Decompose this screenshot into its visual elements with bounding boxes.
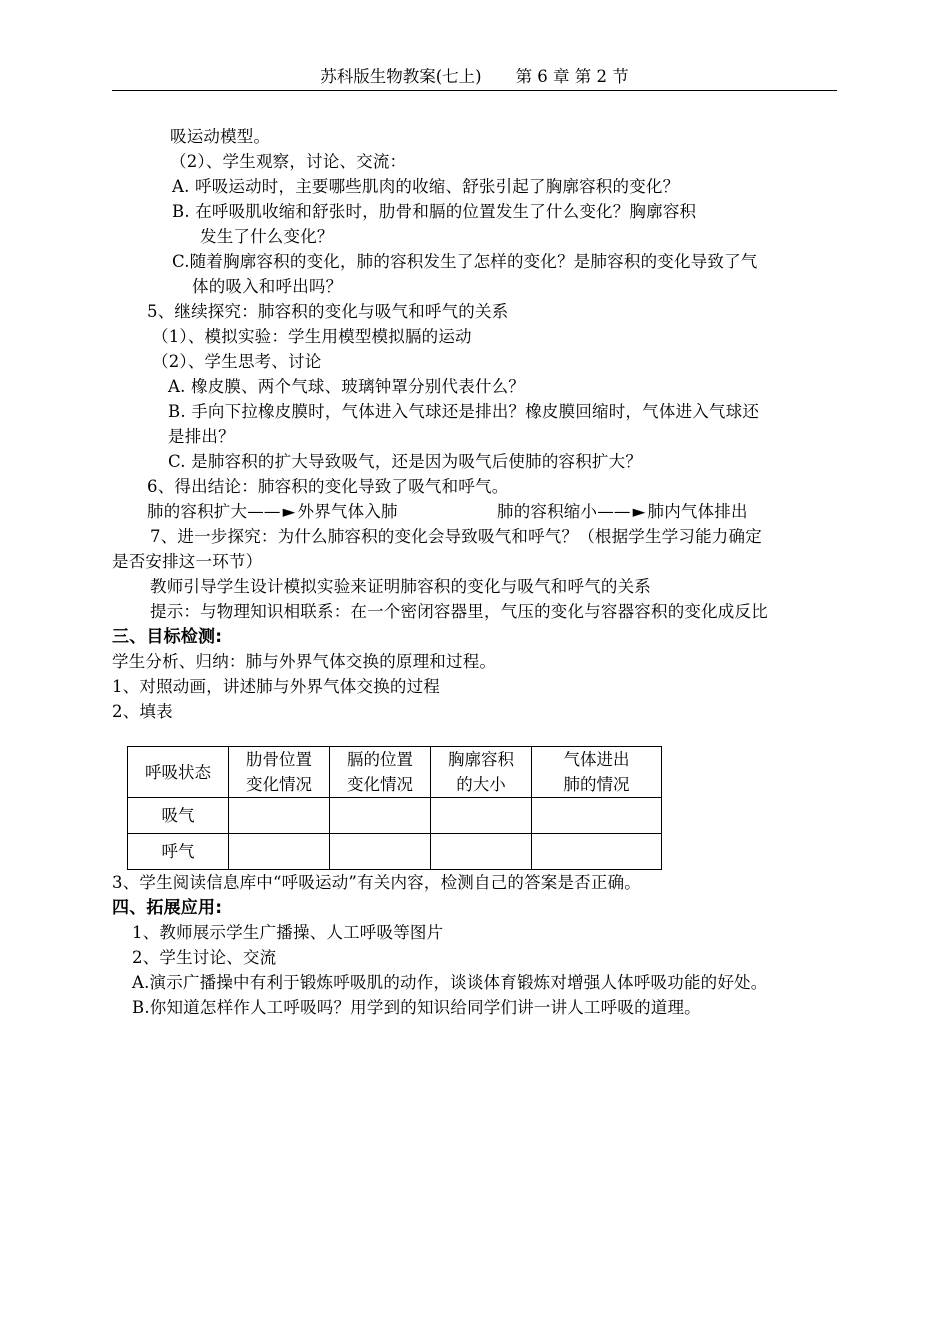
table-cell — [330, 834, 431, 870]
text-line: B.你知道怎样作人工呼吸吗？用学到的知识给同学们讲一讲人工呼吸的道理。 — [132, 998, 701, 1017]
text-line: 1、教师展示学生广播操、人工呼吸等图片 — [132, 923, 444, 942]
table-header-row — [128, 747, 662, 798]
table-header-cell: 胸廓容积 的大小 — [431, 747, 532, 798]
text-line: 体的吸入和呼出吗？ — [192, 277, 343, 296]
text-line: A. 橡皮膜、两个气球、玻璃钟罩分别代表什么？ — [168, 377, 526, 396]
arrow-right-icon: ► — [632, 502, 646, 521]
table-row-label: 吸气 — [128, 798, 229, 834]
table-header-cell: 膈的位置 变化情况 — [330, 747, 431, 798]
text-line: （2）、学生观察，讨论、交流： — [170, 152, 407, 171]
header-chapter: 第 6 章 第 2 节 — [515, 67, 629, 86]
table-header-cell: 呼吸状态 — [128, 747, 229, 798]
text-line: 5、继续探究：肺容积的变化与吸气和呼气的关系 — [147, 302, 509, 321]
table-header-cell: 气体进出 肺的情况 — [532, 747, 662, 798]
table-cell — [431, 798, 532, 834]
table-cell — [229, 834, 330, 870]
header-title: 苏科版生物教案(七上) — [320, 67, 482, 86]
table-row — [128, 834, 662, 870]
text-line: 教师引导学生设计模拟实验来证明肺容积的变化与吸气和呼气的关系 — [150, 577, 651, 596]
breathing-table — [127, 746, 662, 870]
conclusion-inhale: 肺的容积扩大—— ► 外界气体入肺 — [147, 502, 398, 521]
text-line: 学生分析、归纳：肺与外界气体交换的原理和过程。 — [112, 652, 497, 671]
table-header-cell: 肋骨位置 变化情况 — [229, 747, 330, 798]
text-line: 3、学生阅读信息库中“呼吸运动”有关内容，检测自己的答案是否正确。 — [112, 873, 641, 892]
table-cell — [532, 834, 662, 870]
text-line: A.演示广播操中有利于锻炼呼吸肌的动作，谈谈体育锻炼对增强人体呼吸功能的好处。 — [132, 973, 768, 992]
table-row — [128, 798, 662, 834]
text-line: 是排出？ — [168, 427, 235, 446]
table-cell — [229, 798, 330, 834]
table-row-label: 呼气 — [128, 834, 229, 870]
text-line: （1）、模拟实验：学生用模型模拟膈的运动 — [152, 327, 472, 346]
section-heading: 四、拓展应用: — [112, 898, 223, 918]
text-line: 发生了什么变化？ — [200, 227, 334, 246]
text-line: A. 呼吸运动时，主要哪些肌肉的收缩、舒张引起了胸廓容积的变化？ — [172, 177, 680, 196]
text-line: 1、对照动画，讲述肺与外界气体交换的过程 — [112, 677, 440, 696]
text-line: 提示：与物理知识相联系：在一个密闭容器里，气压的变化与容器容积的变化成反比 — [150, 602, 768, 621]
text-line: （2）、学生思考、讨论 — [152, 352, 322, 371]
table-cell — [532, 798, 662, 834]
text-line: 吸运动模型。 — [170, 127, 271, 146]
page-header — [112, 64, 837, 91]
text-line: 是否安排这一环节） — [112, 552, 263, 571]
text-line: 2、填表 — [112, 702, 173, 721]
text-line: C.随着胸廓容积的变化，肺的容积发生了怎样的变化？是肺容积的变化导致了气 — [172, 252, 758, 271]
text-line: 7、进一步探究：为什么肺容积的变化会导致吸气和呼气？（根据学生学习能力确定 — [150, 527, 762, 546]
text-line: 2、学生讨论、交流 — [132, 948, 277, 967]
arrow-right-icon: ► — [282, 502, 296, 521]
section-heading: 三、目标检测: — [112, 627, 223, 647]
text-line: B. 在呼吸肌收缩和舒张时，肋骨和膈的位置发生了什么变化？胸廓容积 — [172, 202, 697, 221]
text-line: 6、得出结论：肺容积的变化导致了吸气和呼气。 — [147, 477, 509, 496]
text-line: B. 手向下拉橡皮膜时，气体进入气球还是排出？橡皮膜回缩时，气体进入气球还 — [168, 402, 760, 421]
conclusion-exhale: 肺的容积缩小—— ► 肺内气体排出 — [497, 502, 748, 521]
table-cell — [431, 834, 532, 870]
table-cell — [330, 798, 431, 834]
text-line: C. 是肺容积的扩大导致吸气，还是因为吸气后使肺的容积扩大？ — [168, 452, 643, 471]
